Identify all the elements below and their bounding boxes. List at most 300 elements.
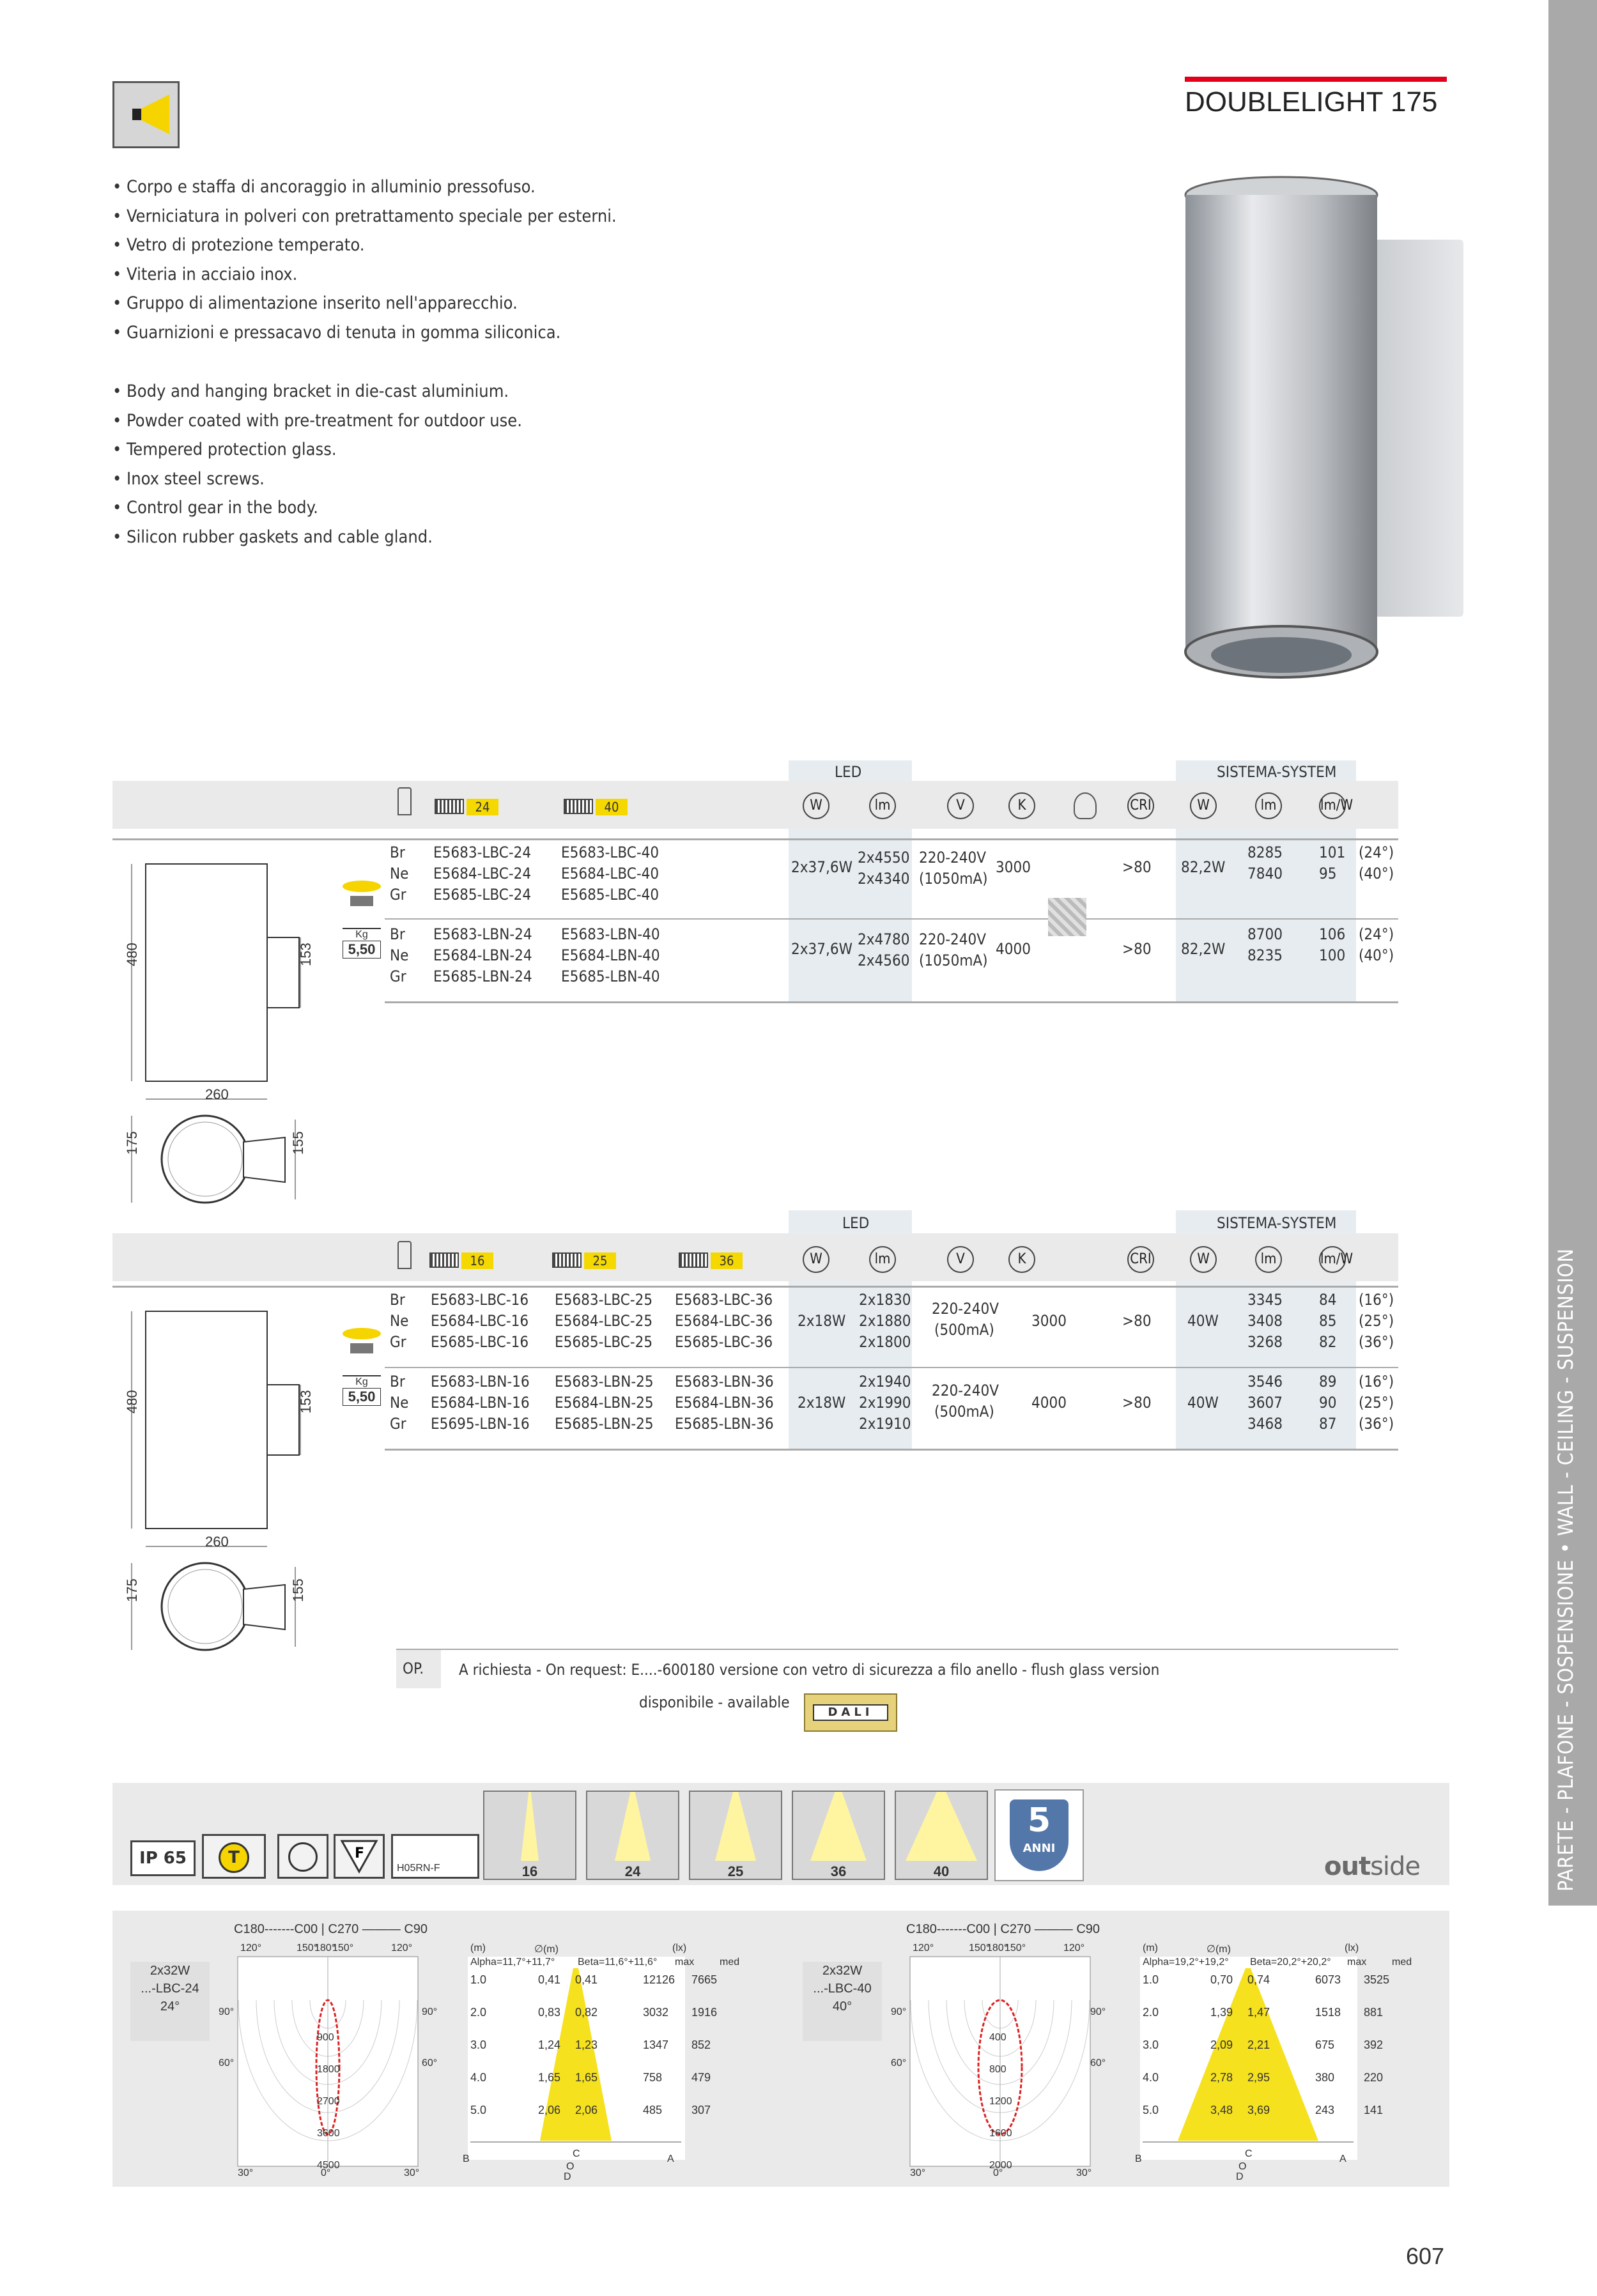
product-code: E5685-LBC-24: [433, 886, 532, 904]
system-lumen-value: 3268: [1247, 1333, 1283, 1351]
desc-line: 2x32W: [150, 1964, 190, 1978]
beam-angle-value: (24°): [1359, 925, 1394, 943]
lumen-value: 2x4780: [858, 930, 910, 948]
lumen-value: 2x1800: [859, 1333, 911, 1351]
beam-angle-icon: [483, 1791, 576, 1880]
system-heading: SISTEMA-SYSTEM: [1217, 1214, 1337, 1232]
beam-angle-value: (36°): [1359, 1415, 1394, 1433]
cone-value: 1,23: [575, 2038, 598, 2051]
cone-value: 1,65: [575, 2071, 598, 2084]
cone-value: 1,24: [538, 2038, 561, 2051]
brand-text-b: side: [1370, 1852, 1421, 1881]
bulb-icon: [1074, 792, 1097, 819]
category-label: PARETE - PLAFONE - SOSPENSIONE • WALL - CEILING - SUSPENSION: [1554, 1248, 1578, 1892]
ring-value: 4500: [317, 2160, 340, 2171]
beam-angle-value: (25°): [1359, 1394, 1394, 1412]
product-code: E5684-LBC-16: [431, 1312, 529, 1330]
kelvin-value: 4000: [1031, 1394, 1067, 1412]
cone-letter: O: [1238, 2161, 1247, 2172]
cone-value: 3,69: [1247, 2104, 1270, 2116]
product-code: E5683-LBN-36: [675, 1373, 774, 1391]
weight-value: 5,50: [343, 1388, 381, 1406]
lens-icon: [679, 1252, 708, 1268]
cone-value: 2.0: [1143, 2006, 1159, 2019]
product-code: E5685-LBC-36: [675, 1333, 773, 1351]
product-code: E5684-LBC-24: [433, 865, 532, 882]
system-lumen-value: 3468: [1247, 1415, 1283, 1433]
polar-angle: 30°: [1076, 2168, 1092, 2178]
color-finish-icon: [343, 1328, 381, 1362]
cable-label: H05RN-F: [397, 1863, 440, 1874]
max-med-label: max: [675, 1957, 695, 1968]
desc-line: 40°: [832, 1999, 853, 2014]
power-value: 2x37,6W: [791, 940, 853, 959]
cone-value: 2,21: [1247, 2038, 1270, 2051]
cone-value: 3032: [643, 2006, 669, 2019]
polar-angle: 120°: [913, 1943, 934, 1953]
efficacy-value: 89: [1319, 1373, 1337, 1391]
product-photo: [1169, 169, 1476, 700]
cable-icon: [391, 1834, 479, 1879]
product-code: E5684-LBN-36: [675, 1394, 774, 1412]
features-en-list: [112, 377, 522, 552]
kelvin-value: 3000: [996, 858, 1031, 877]
watt-icon: W: [803, 792, 829, 819]
cone-value: 0,74: [1247, 1973, 1270, 1986]
system-power-value: 82,2W: [1181, 858, 1226, 877]
product-code: E5683-LBC-36: [675, 1291, 773, 1309]
beam-angle-tag: 25: [584, 1252, 616, 1269]
product-code: E5683-LBN-24: [433, 925, 532, 943]
system-power-value: 40W: [1187, 1312, 1219, 1330]
polar-angle: 90°: [891, 2007, 907, 2017]
polar-angle: 0°: [993, 2168, 1003, 2178]
cone-value: 0,70: [1210, 1973, 1233, 1986]
cone-value: 758: [643, 2071, 663, 2084]
cone-value: 307: [691, 2104, 711, 2116]
voltage-value: 220-240V: [932, 1382, 999, 1399]
ring-value: 1200: [989, 2096, 1012, 2107]
max-med-label: med: [720, 1957, 740, 1968]
beam-angle-tag: 24: [467, 799, 498, 815]
beam-angle-icon: [792, 1791, 885, 1880]
lumen-value: 2x1910: [859, 1415, 911, 1433]
cone-value: 2.0: [470, 2006, 487, 2019]
lumen-value: 2x1830: [859, 1291, 911, 1309]
desc-line: ...-LBC-40: [813, 1982, 872, 1996]
op-text: A richiesta - On request: E....-600180 versione con vetro di sicurezza a filo anello - flush glass version: [459, 1661, 1160, 1679]
system-lumen-value: 3546: [1247, 1373, 1283, 1391]
alpha-angle: Alpha=11,7°+11,7°: [470, 1957, 555, 1968]
beam-angle-value: (25°): [1359, 1312, 1394, 1330]
cri-icon: CRI: [1127, 792, 1154, 819]
polar-angle: 0°: [321, 2168, 331, 2178]
polar-angle: 150°: [969, 1943, 991, 1953]
cone-value: 4.0: [470, 2071, 487, 2084]
cone-letter: C: [573, 2148, 580, 2159]
cone-letter: B: [1135, 2153, 1142, 2164]
finish-code: Br: [390, 1373, 405, 1391]
cone-value: 2,09: [1210, 2038, 1233, 2051]
system-watt-icon: W: [1190, 1246, 1217, 1273]
mounting-icon: [397, 1241, 412, 1269]
polar-angle: 60°: [1090, 2058, 1106, 2069]
table1-body: [390, 842, 1400, 1002]
kelvin-icon: K: [1008, 792, 1035, 819]
polar-angle: 30°: [404, 2168, 420, 2178]
product-code: E5685-LBC-40: [561, 886, 660, 904]
cone-value: 3.0: [470, 2038, 487, 2051]
voltage-icon: V: [947, 792, 974, 819]
dimension-drawing: [112, 1286, 381, 1656]
depth2-dimension: 155: [290, 1578, 306, 1602]
product-code: E5684-LBN-25: [555, 1394, 654, 1412]
cone-value: 1916: [691, 2006, 718, 2019]
polar-angle: 90°: [219, 2007, 235, 2017]
weight-unit: Kg: [355, 1376, 368, 1387]
beam-angle-label: 40: [933, 1863, 950, 1879]
polar-angle: 60°: [891, 2058, 907, 2069]
cone-letter: D: [1236, 2171, 1244, 2182]
product-code: E5685-LBC-25: [555, 1333, 653, 1351]
system-lumen-value: 8235: [1247, 946, 1283, 964]
polar-angle: 150°: [297, 1943, 318, 1953]
polar-angle: 60°: [422, 2058, 438, 2069]
ring-value: 2000: [989, 2160, 1012, 2171]
beam-angle-value: (40°): [1359, 865, 1394, 882]
product-code: E5685-LBN-24: [433, 967, 532, 985]
feature-item: • Gruppo di alimentazione inserito nell'apparecchio.: [112, 289, 617, 318]
beam-angle-tag: 40: [596, 799, 628, 815]
product-code: E5684-LBN-16: [431, 1394, 530, 1412]
system-lumen-value: 7840: [1247, 865, 1283, 882]
brand-logo: [1324, 1852, 1420, 1881]
product-code: E5685-LBN-36: [675, 1415, 774, 1433]
cone-value: 1.0: [470, 1973, 487, 1986]
cone-letter: C: [1245, 2148, 1253, 2159]
product-code: E5684-LBC-40: [561, 865, 660, 882]
max-med-label: max: [1347, 1957, 1367, 1968]
product-code: E5683-LBN-40: [561, 925, 660, 943]
cone-value: 3525: [1364, 1973, 1390, 1986]
system-heading: SISTEMA-SYSTEM: [1217, 763, 1337, 781]
beam-angle-value: (40°): [1359, 946, 1394, 964]
cone-value: 0,41: [538, 1973, 561, 1986]
power-value: 2x18W: [798, 1312, 846, 1330]
photometric-block: [112, 1911, 752, 2187]
voltage-value: 220-240V: [919, 849, 986, 867]
current-value: (500mA): [934, 1403, 994, 1421]
system-power-value: 40W: [1187, 1394, 1219, 1412]
cone-letter: D: [564, 2171, 571, 2182]
height-dimension: 480: [124, 1390, 140, 1414]
weight-unit: Kg: [355, 929, 368, 940]
desc-line: 24°: [160, 1999, 180, 2014]
dali-badge: [804, 1693, 897, 1732]
op-label: OP.: [403, 1660, 424, 1677]
feature-item: • Control gear in the body.: [112, 493, 522, 523]
alpha-angle: Alpha=19,2°+19,2°: [1143, 1957, 1229, 1968]
width-dimension: 260: [205, 1086, 229, 1102]
features-it-list: [112, 173, 617, 348]
cone-header: (lx): [1345, 1943, 1359, 1953]
finish-code: Ne: [390, 865, 409, 882]
ring-value: 2700: [317, 2096, 340, 2107]
title-accent: [1185, 77, 1447, 82]
feature-item: • Silicon rubber gaskets and cable gland.: [112, 523, 522, 552]
beam-angle-value: (16°): [1359, 1291, 1394, 1309]
cone-value: 0,83: [538, 2006, 561, 2019]
led-chip-icon: [1048, 898, 1086, 936]
system-lumen-value: 3607: [1247, 1394, 1283, 1412]
cone-value: 392: [1364, 2038, 1384, 2051]
dali-label: DALI: [813, 1704, 888, 1721]
product-code: E5695-LBN-16: [431, 1415, 530, 1433]
dimension-drawing: [112, 838, 381, 1209]
cone-value: 380: [1315, 2071, 1335, 2084]
side-dimension: 153: [298, 943, 314, 966]
finish-code: Ne: [390, 1394, 409, 1412]
feature-item: • Viteria in acciaio inox.: [112, 260, 617, 289]
cone-value: 6073: [1315, 1973, 1341, 1986]
cone-header: ∅(m): [1207, 1944, 1231, 1955]
lens-icon: [552, 1252, 582, 1268]
beam-angle-label: 24: [624, 1863, 641, 1879]
color-finish-icon: [343, 881, 381, 915]
available-text: disponibile - available: [639, 1693, 790, 1711]
finish-code: Gr: [390, 967, 406, 985]
feature-item: • Verniciatura in polveri con pretrattamento speciale per esterni.: [112, 202, 617, 231]
led-heading: LED: [835, 763, 862, 781]
cone-value: 1,39: [1210, 2006, 1233, 2019]
height-dimension: 480: [124, 943, 140, 966]
polar-angle: 120°: [391, 1943, 413, 1953]
system-power-value: 82,2W: [1181, 940, 1226, 959]
system-lumen-value: 3408: [1247, 1312, 1283, 1330]
cone-letter: B: [463, 2153, 470, 2164]
cone-letter: O: [566, 2161, 575, 2172]
beam-angle-value: (24°): [1359, 844, 1394, 861]
system-lumen-icon: lm: [1255, 1246, 1282, 1273]
cone-header: (m): [1143, 1943, 1158, 1953]
system-watt-icon: W: [1190, 792, 1217, 819]
cone-value: 0,41: [575, 1973, 598, 1986]
beta-angle: Beta=11,6°+11,6°: [578, 1957, 658, 1968]
efficacy-value: 90: [1319, 1394, 1337, 1412]
cone-value: 1,47: [1247, 2006, 1270, 2019]
photometric-block: [785, 1911, 1424, 2187]
feature-item: • Corpo e staffa di ancoraggio in alluminio pressofuso.: [112, 173, 617, 202]
table2-icons: [112, 1246, 1398, 1273]
polar-angle: 60°: [219, 2058, 235, 2069]
product-code: E5683-LBC-40: [561, 844, 660, 861]
system-lumen-icon: lm: [1255, 792, 1282, 819]
curve-legend: C180-------C00 | C270 ——— C90: [906, 1922, 1100, 1936]
cone-value: 5.0: [470, 2104, 487, 2116]
max-med-label: med: [1392, 1957, 1412, 1968]
lumen-value: 2x1880: [859, 1312, 911, 1330]
polar-angle: 150°: [332, 1943, 354, 1953]
lumen-icon: lm: [869, 1246, 896, 1273]
f-mark-icon: [334, 1834, 385, 1879]
desc-line: ...-LBC-24: [141, 1982, 199, 1996]
lumen-value: 2x4550: [858, 849, 910, 867]
page-number: 607: [1406, 2243, 1445, 2269]
depth2-dimension: 155: [290, 1131, 306, 1155]
beam-angle-label: 25: [727, 1863, 744, 1879]
efficacy-value: 100: [1319, 946, 1346, 964]
cone-value: 485: [643, 2104, 663, 2116]
product-code: E5684-LBN-24: [433, 946, 532, 964]
finish-code: Gr: [390, 1415, 406, 1433]
cone-value: 7665: [691, 1973, 718, 1986]
warranty-badge: [994, 1789, 1084, 1881]
cone-value: 1.0: [1143, 1973, 1159, 1986]
voltage-value: 220-240V: [932, 1300, 999, 1318]
polar-angle: 120°: [240, 1943, 262, 1953]
temperature-icon: T: [202, 1834, 266, 1879]
efficacy-value: 95: [1319, 865, 1337, 882]
lumen-icon: lm: [869, 792, 896, 819]
feature-item: • Inox steel screws.: [112, 465, 522, 494]
ring-value: 1600: [989, 2128, 1012, 2139]
feature-item: • Tempered protection glass.: [112, 435, 522, 465]
efficacy-value: 85: [1319, 1312, 1337, 1330]
kelvin-icon: K: [1008, 1246, 1035, 1273]
finish-code: Br: [390, 844, 405, 861]
weight-icon: [343, 928, 381, 961]
product-code: E5685-LBC-16: [431, 1333, 529, 1351]
product-code: E5684-LBN-40: [561, 946, 660, 964]
cone-value: 4.0: [1143, 2071, 1159, 2084]
ip-rating: IP 65: [130, 1840, 196, 1876]
brand-text-a: out: [1324, 1852, 1371, 1881]
cone-header: (lx): [672, 1943, 687, 1953]
mounting-icon: [397, 787, 412, 815]
efficacy-value: 106: [1319, 925, 1346, 943]
power-value: 2x37,6W: [791, 858, 853, 877]
voltage-icon: V: [947, 1246, 974, 1273]
cone-value: 2,06: [575, 2104, 598, 2116]
beta-angle: Beta=20,2°+20,2°: [1250, 1957, 1331, 1968]
polar-angle: 30°: [238, 2168, 254, 2178]
product-code: E5683-LBC-16: [431, 1291, 529, 1309]
cone-value: 141: [1364, 2104, 1384, 2116]
feature-item: • Body and hanging bracket in die-cast aluminium.: [112, 377, 522, 406]
weight-icon: [343, 1375, 381, 1408]
kelvin-value: 3000: [1031, 1312, 1067, 1330]
lumen-value: 2x4340: [858, 870, 910, 888]
current-value: (1050mA): [919, 870, 988, 888]
polar-angle: 120°: [1063, 1943, 1085, 1953]
lumen-value: 2x4560: [858, 952, 910, 969]
desc-line: 2x32W: [822, 1964, 863, 1978]
kelvin-value: 4000: [996, 940, 1031, 959]
product-code: E5683-LBN-16: [431, 1373, 530, 1391]
product-code: E5683-LBC-24: [433, 844, 532, 861]
system-lumen-value: 3345: [1247, 1291, 1283, 1309]
finish-code: Ne: [390, 946, 409, 964]
lens-icon: [429, 1252, 459, 1268]
ring-value: 400: [989, 2032, 1007, 2043]
cone-value: 675: [1315, 2038, 1335, 2051]
cone-value: 3,48: [1210, 2104, 1233, 2116]
system-lumen-value: 8285: [1247, 844, 1283, 861]
polar-angle: 150°: [1005, 1943, 1026, 1953]
page-title: DOUBLELIGHT 175: [1185, 86, 1438, 118]
lumen-value: 2x1990: [859, 1394, 911, 1412]
cone-value: 1347: [643, 2038, 669, 2051]
beam-angle-icon: [895, 1791, 988, 1880]
efficacy-value: 84: [1319, 1291, 1337, 1309]
current-value: (500mA): [934, 1321, 994, 1339]
efficacy-value: 101: [1319, 844, 1346, 861]
cone-value: 220: [1364, 2071, 1384, 2084]
cone-value: 2,95: [1247, 2071, 1270, 2084]
product-code: E5685-LBN-25: [555, 1415, 654, 1433]
beam-angle-label: 16: [521, 1863, 538, 1879]
product-code: E5683-LBN-25: [555, 1373, 654, 1391]
svg-text:F: F: [355, 1845, 365, 1861]
ring-value: 800: [989, 2064, 1007, 2075]
cone-value: 479: [691, 2071, 711, 2084]
product-code: E5684-LBC-36: [675, 1312, 773, 1330]
beam-angle-label: 36: [830, 1863, 847, 1879]
category-sidebar: [1548, 0, 1597, 1906]
cone-value: 1,65: [538, 2071, 561, 2084]
finish-code: Br: [390, 1291, 405, 1309]
cone-value: 5.0: [1143, 2104, 1159, 2116]
watt-icon: W: [803, 1246, 829, 1273]
power-value: 2x18W: [798, 1394, 846, 1412]
product-code: E5684-LBC-25: [555, 1312, 653, 1330]
cone-value: 3.0: [1143, 2038, 1159, 2051]
beam-angle-icon: [586, 1791, 679, 1880]
cone-value: 12126: [643, 1973, 675, 1986]
warranty-shield-icon: [1010, 1799, 1069, 1871]
weight-value: 5,50: [343, 941, 381, 959]
depth-dimension: 175: [124, 1131, 140, 1155]
polar-angle: 90°: [422, 2007, 438, 2017]
cone-value: 243: [1315, 2104, 1335, 2116]
cone-value: 2,06: [538, 2104, 561, 2116]
badge-row: [112, 1783, 1449, 1885]
cri-value: >80: [1122, 858, 1152, 877]
beam-angle-tag: 36: [711, 1252, 743, 1269]
led-heading: LED: [842, 1214, 870, 1232]
finish-code: Gr: [390, 1333, 406, 1351]
cri-icon: CRI: [1127, 1246, 1154, 1273]
beam-angle-value: (36°): [1359, 1333, 1394, 1351]
polar-angle: 180°: [314, 1943, 336, 1953]
beam-angle-value: (16°): [1359, 1373, 1394, 1391]
cone-value: 1518: [1315, 2006, 1341, 2019]
cone-value: 0,82: [575, 2006, 598, 2019]
feature-item: • Powder coated with pre-treatment for outdoor use.: [112, 406, 522, 436]
lumen-value: 2x1940: [859, 1373, 911, 1391]
beam-angle-tag: 16: [461, 1252, 493, 1269]
cone-header: ∅(m): [534, 1944, 559, 1955]
efficacy-icon: lm/W: [1319, 792, 1346, 819]
ring-value: 900: [317, 2032, 334, 2043]
cri-value: >80: [1122, 940, 1152, 959]
cri-value: >80: [1122, 1394, 1152, 1412]
current-value: (1050mA): [919, 952, 988, 969]
finish-code: Gr: [390, 886, 406, 904]
earth-icon: [277, 1834, 328, 1879]
beam-angle-icon: [689, 1791, 782, 1880]
product-code: E5683-LBC-25: [555, 1291, 653, 1309]
